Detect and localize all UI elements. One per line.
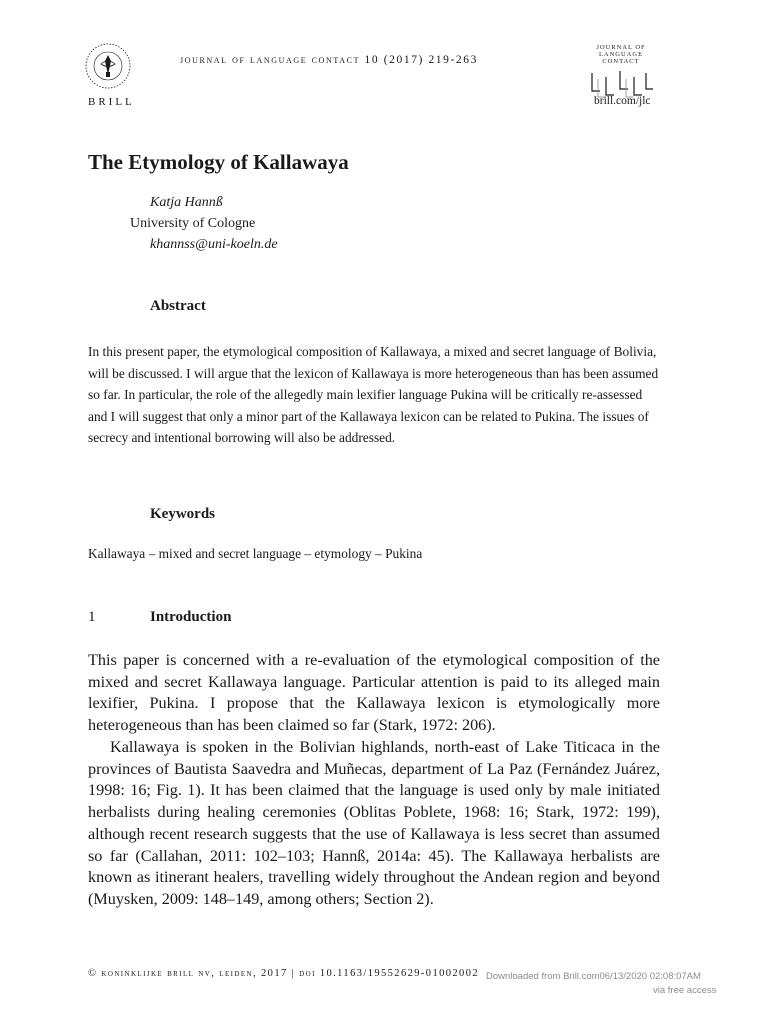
- abstract-heading: Abstract: [150, 298, 206, 314]
- footer-copyright: © koninklijke brill nv, leiden, 2017 | doi 10.1163/19552629-01002002: [88, 968, 479, 979]
- keywords-text: Kallawaya – mixed and secret language – etymology – Pukina: [88, 546, 423, 561]
- keywords-heading: Keywords: [150, 506, 215, 522]
- journal-logo-line1: JOURNAL OF: [596, 44, 646, 51]
- abstract-text: In this present paper, the etymological composition of Kallawaya, a mixed and secret language of Bolivia, will be discussed. I will argue that the lexicon of Kallawaya is more heterogeneous than has been assumed so far. In particular, the role of the allegedly main lexifier language Pukina will be critically re-assessed and I will suggest that only a minor part of the Kallawaya lexicon can be related to Pukina. The issues of secrecy and intentional borrowing will also be addressed.: [88, 344, 659, 446]
- journal-logo-line2: LANGUAGE CONTACT: [598, 51, 644, 65]
- author-name: Katja Hannß: [150, 195, 223, 210]
- article-title: The Etymology of Kallawaya: [88, 150, 349, 174]
- download-stamp: Downloaded from Brill.com06/13/2020 02:08:07AM: [486, 971, 701, 982]
- journal-logo: [582, 44, 660, 94]
- author-affiliation: University of Cologne: [130, 216, 256, 231]
- section-number: 1: [88, 609, 96, 625]
- intro-paragraph-1: This paper is concerned with a re-evaluation of the etymological composition of the mixed and secret Kallawaya language. Particular attention is paid to its alleged main lexifier, Pukina. I propose that the Kallawaya lexicon is etymologically more heterogeneous than has been claimed so far (Stark, 1972: 206).: [88, 651, 660, 735]
- brill-seal-logo: [84, 42, 132, 90]
- section-title: Introduction: [150, 609, 232, 625]
- access-stamp: via free access: [653, 985, 717, 996]
- publisher-name: BRILL: [88, 96, 135, 108]
- running-head: journal of language contact 10 (2017) 219-263: [180, 54, 478, 66]
- journal-url-link[interactable]: brill.com/jlc: [594, 95, 651, 107]
- intro-paragraph-2: Kallawaya is spoken in the Bolivian highlands, north-east of Lake Titicaca in the provinces of Bautista Saavedra and Muñecas, department of La Paz (Fernández Juárez, 1998: 16; Fig. 1). It has been claimed that the language is used only by male initiated herbalists during healing ceremonies (Oblitas Poblete, 1968: 16; Stark, 1972: 199), although recent research suggests that the use of Kallawaya is less secret than assumed so far (Callahan, 2011: 102–103; Hannß, 2014a: 45). The Kallawaya herbalists are known as itinerant healers, travelling widely throughout the Andean region and beyond (Muysken, 2009: 148–149, among others; Section 2).: [88, 738, 660, 908]
- author-email-link[interactable]: khannss@uni-koeln.de: [150, 237, 278, 252]
